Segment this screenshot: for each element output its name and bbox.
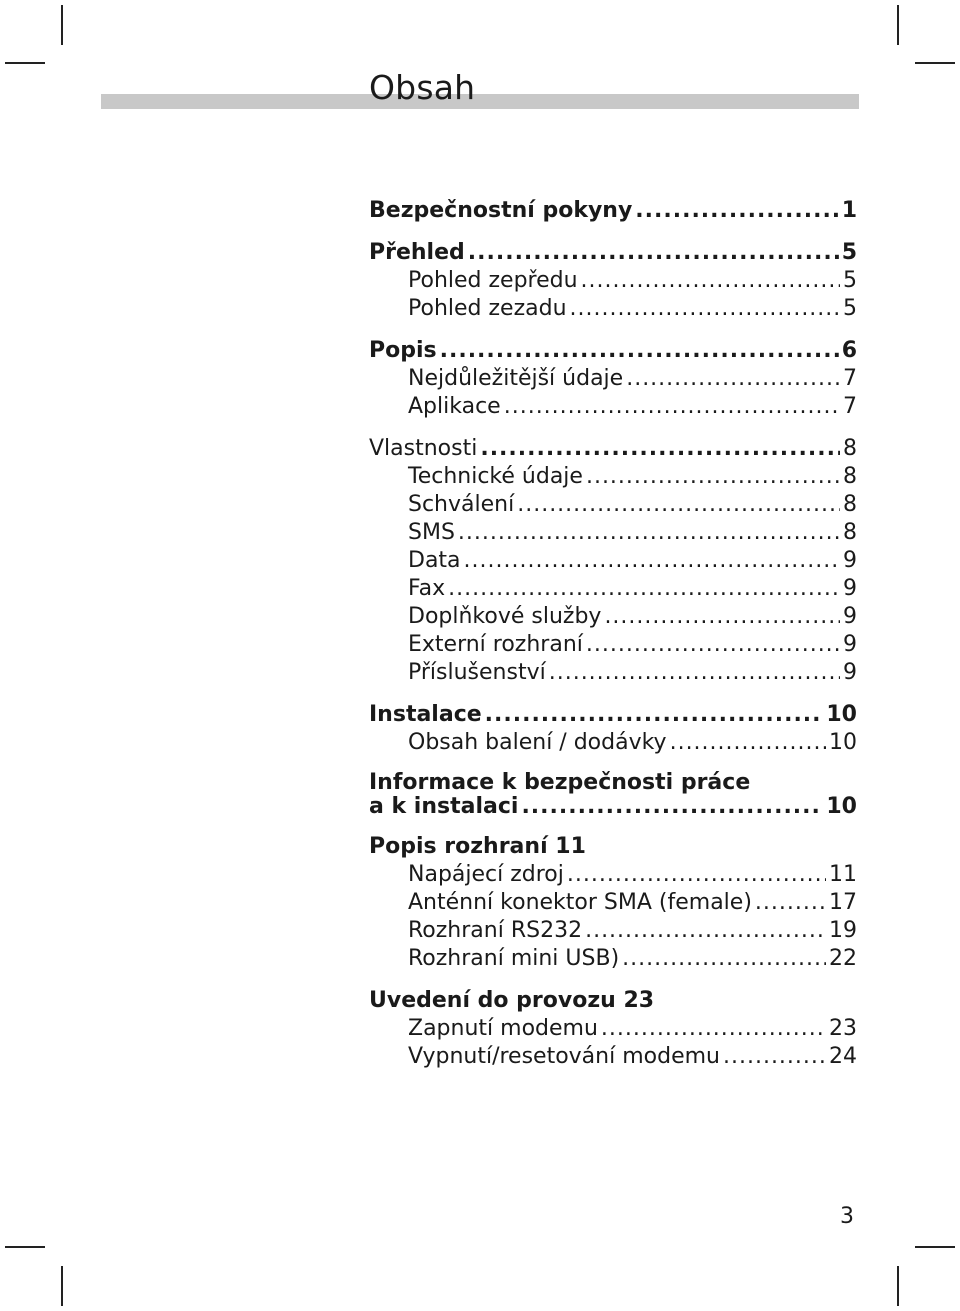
dot-leader — [504, 393, 840, 421]
toc-entry-page: 9 — [843, 660, 857, 685]
dot-leader — [468, 239, 839, 267]
toc-entry-title: Data — [408, 548, 461, 573]
toc-entry-page: 9 — [843, 632, 857, 657]
toc-entry-title: Zapnutí modemu — [408, 1016, 598, 1041]
toc-entry-title: a k instalaci — [369, 794, 519, 819]
crop-mark — [897, 5, 899, 45]
toc-subentry[interactable] — [369, 1015, 857, 1043]
crop-mark — [897, 1266, 899, 1306]
toc-entry[interactable] — [369, 435, 857, 463]
toc-subentry[interactable] — [369, 945, 857, 973]
dot-leader — [755, 889, 826, 917]
dot-leader — [567, 861, 826, 889]
toc-section — [369, 337, 857, 421]
toc-subentry[interactable] — [369, 603, 857, 631]
toc-entry-page: 6 — [841, 338, 857, 363]
toc-entry-title: Vypnutí/resetování modemu — [408, 1044, 720, 1069]
toc-entry-title: Příslušenství — [408, 660, 546, 685]
toc-section — [369, 833, 857, 973]
toc-entry[interactable] — [369, 337, 857, 365]
toc-entry-title: Aplikace — [408, 394, 501, 419]
toc-subentry[interactable] — [369, 659, 857, 687]
dot-leader — [604, 603, 840, 631]
crop-mark — [61, 1266, 63, 1306]
toc-entry-title: Nejdůležitější údaje — [408, 366, 624, 391]
dot-leader — [585, 917, 826, 945]
toc-entry-page: 10 — [829, 730, 857, 755]
toc-entry-page: 5 — [843, 268, 857, 293]
toc-entry-page: 17 — [829, 890, 857, 915]
toc-subentry[interactable] — [369, 519, 857, 547]
toc-section — [369, 701, 857, 757]
toc-entry-page: 9 — [843, 604, 857, 629]
toc-entry-page: 8 — [843, 464, 857, 489]
dot-leader — [670, 729, 826, 757]
toc-entry-page: 10 — [826, 794, 857, 819]
toc-subentry[interactable] — [369, 575, 857, 603]
toc-entry-page: 23 — [829, 1016, 857, 1041]
crop-mark — [61, 5, 63, 45]
crop-mark — [5, 1246, 45, 1248]
toc-subentry[interactable] — [369, 631, 857, 659]
toc-entry-page: 7 — [843, 366, 857, 391]
dot-leader — [626, 365, 840, 393]
toc-subentry[interactable] — [369, 547, 857, 575]
toc-entry-title-line[interactable]: Informace k bezpečnosti práce — [369, 770, 751, 795]
toc-subentry[interactable] — [369, 1043, 857, 1071]
toc-subentry[interactable] — [369, 861, 857, 889]
toc-entry-title: Technické údaje — [408, 464, 583, 489]
toc-subentry[interactable] — [369, 393, 857, 421]
toc-entry-page: 8 — [843, 436, 857, 461]
toc-subentry[interactable] — [369, 267, 857, 295]
toc-entry[interactable]: Popis rozhraní 11 — [369, 834, 586, 859]
toc-entry-title: Fax — [408, 576, 446, 601]
toc-entry[interactable]: Uvedení do provozu 23 — [369, 988, 655, 1013]
dot-leader — [480, 435, 840, 463]
toc-entry-title: Rozhraní mini USB) — [408, 946, 620, 971]
dot-leader — [570, 295, 840, 323]
toc-entry-title: Anténní konektor SMA (female) — [408, 890, 752, 915]
crop-mark — [915, 1246, 955, 1248]
page-title: Obsah — [369, 68, 476, 107]
toc-entry-page: 5 — [841, 240, 857, 265]
dot-leader — [601, 1015, 826, 1043]
dot-leader — [485, 701, 824, 729]
toc-entry-title: SMS — [408, 520, 455, 545]
toc-entry-title: Pohled zezadu — [408, 296, 567, 321]
dot-leader — [549, 659, 840, 687]
toc-subentry[interactable] — [369, 889, 857, 917]
dot-leader — [448, 575, 840, 603]
dot-leader — [586, 463, 840, 491]
toc-section — [369, 771, 857, 819]
toc-entry-title: Schválení — [408, 492, 515, 517]
toc-entry-title: Instalace — [369, 702, 482, 727]
dot-leader — [635, 197, 838, 225]
dot-leader — [622, 945, 826, 973]
toc-entry-title: Obsah balení / dodávky — [408, 730, 667, 755]
dot-leader — [517, 491, 840, 519]
toc-entry[interactable] — [369, 795, 857, 819]
toc-section — [369, 197, 857, 225]
toc-section — [369, 239, 857, 323]
toc-entry-page: 10 — [826, 702, 857, 727]
dot-leader — [458, 519, 840, 547]
toc-entry-page: 11 — [829, 862, 857, 887]
toc-subentry[interactable] — [369, 295, 857, 323]
toc-entry-page: 9 — [843, 576, 857, 601]
toc-entry-title: Externí rozhraní — [408, 632, 583, 657]
toc-subentry[interactable] — [369, 463, 857, 491]
crop-mark — [915, 62, 955, 64]
dot-leader — [581, 267, 840, 295]
toc-entry-title: Vlastnosti — [369, 436, 478, 461]
toc-entry-title: Bezpečnostní pokyny — [369, 198, 633, 223]
toc-section — [369, 987, 857, 1071]
page-number: 3 — [840, 1204, 854, 1229]
crop-mark — [5, 62, 45, 64]
toc-entry-page: 1 — [841, 198, 857, 223]
dot-leader — [440, 337, 839, 365]
toc-subentry[interactable] — [369, 365, 857, 393]
dot-leader — [464, 547, 840, 575]
toc-subentry[interactable] — [369, 917, 857, 945]
toc-entry-page: 7 — [843, 394, 857, 419]
toc-subentry[interactable] — [369, 729, 857, 757]
title-bar — [101, 94, 859, 109]
dot-leader — [521, 795, 823, 819]
toc-entry-page: 19 — [829, 918, 857, 943]
toc-entry-title: Rozhraní RS232 — [408, 918, 583, 943]
table-of-contents — [369, 197, 857, 1085]
toc-entry[interactable] — [369, 197, 857, 225]
toc-entry-page: 24 — [829, 1044, 857, 1069]
toc-entry-page: 8 — [843, 520, 857, 545]
toc-entry[interactable] — [369, 701, 857, 729]
toc-entry-page: 9 — [843, 548, 857, 573]
dot-leader — [723, 1043, 826, 1071]
toc-entry-page: 5 — [843, 296, 857, 321]
toc-entry[interactable] — [369, 239, 857, 267]
toc-entry-title: Pohled zepředu — [408, 268, 578, 293]
dot-leader — [586, 631, 840, 659]
toc-entry-title: Doplňkové služby — [408, 604, 602, 629]
toc-entry-page: 22 — [829, 946, 857, 971]
toc-section — [369, 435, 857, 687]
toc-entry-title: Přehled — [369, 240, 465, 265]
toc-entry-title: Napájecí zdroj — [408, 862, 564, 887]
toc-subentry[interactable] — [369, 491, 857, 519]
toc-entry-page: 8 — [843, 492, 857, 517]
toc-entry-title: Popis — [369, 338, 437, 363]
